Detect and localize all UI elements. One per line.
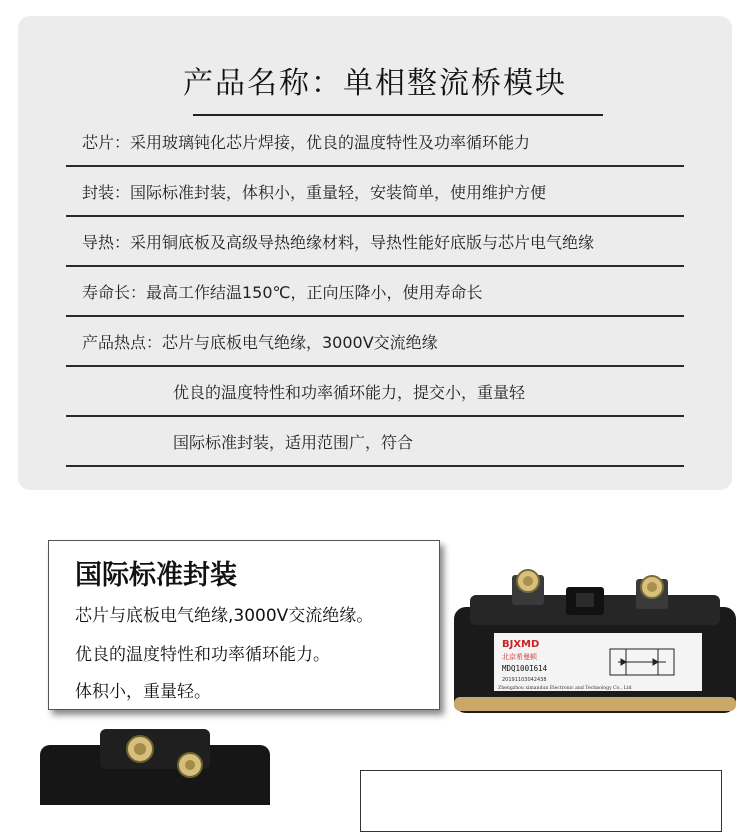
spec-text: 国际标准封装，适用范围广，符合 [173, 433, 414, 452]
spec-text: 芯片：采用玻璃钝化芯片焊接，优良的温度特性及功率循环能力 [82, 133, 531, 152]
spec-text: 优良的温度特性和功率循环能力，提交小，重量轻 [173, 383, 526, 402]
rectifier-module-image-2 [40, 725, 270, 805]
spec-row-lifetime [66, 265, 684, 317]
spec-row-thermal [66, 215, 684, 267]
product-name-title: 产品名称：单相整流桥模块 [183, 66, 567, 101]
model-label: MDQ100I614 [502, 664, 548, 673]
brand-label: BJXMD [502, 639, 540, 650]
spec-row-package [66, 165, 684, 217]
serial-label: 20191103042438 [502, 677, 547, 683]
screw-terminal-icon [178, 753, 202, 777]
spec-row-highlights [66, 315, 684, 367]
spec-row-chip [66, 115, 684, 167]
spec-row-highlights-2 [66, 365, 684, 417]
feature-line: 体积小，重量轻。 [75, 682, 211, 702]
brand-cn-label: 北京希曼顿 [502, 653, 537, 661]
spec-text: 寿命长：最高工作结温150℃，正向压降小，使用寿命长 [82, 283, 483, 302]
spec-text: 产品热点：芯片与底板电气绝缘，3000V交流绝缘 [82, 333, 438, 352]
spec-row-highlights-3 [66, 415, 684, 467]
screw-terminal-icon [512, 570, 544, 605]
screw-terminal-icon [636, 576, 668, 609]
spec-card [18, 16, 732, 490]
spec-text: 封装：国际标准封装，体积小，重量轻，安装简单，使用维护方便 [82, 183, 547, 202]
screw-terminal-icon [127, 736, 153, 762]
company-label: Zhengzhou ximandun Electronic and Technology Co., Ltd [498, 686, 632, 691]
rectifier-module-image [450, 565, 740, 725]
feature-line: 芯片与底板电气绝缘,3000V交流绝缘。 [75, 606, 374, 626]
feature-callout-2 [360, 770, 722, 832]
feature-line: 优良的温度特性和功率循环能力。 [75, 645, 330, 665]
spec-text: 导热：采用铜底板及高级导热绝缘材料，导热性能好底版与芯片电气绝缘 [82, 233, 595, 252]
feature-heading: 国际标准封装 [75, 560, 237, 591]
feature-callout [48, 540, 440, 710]
